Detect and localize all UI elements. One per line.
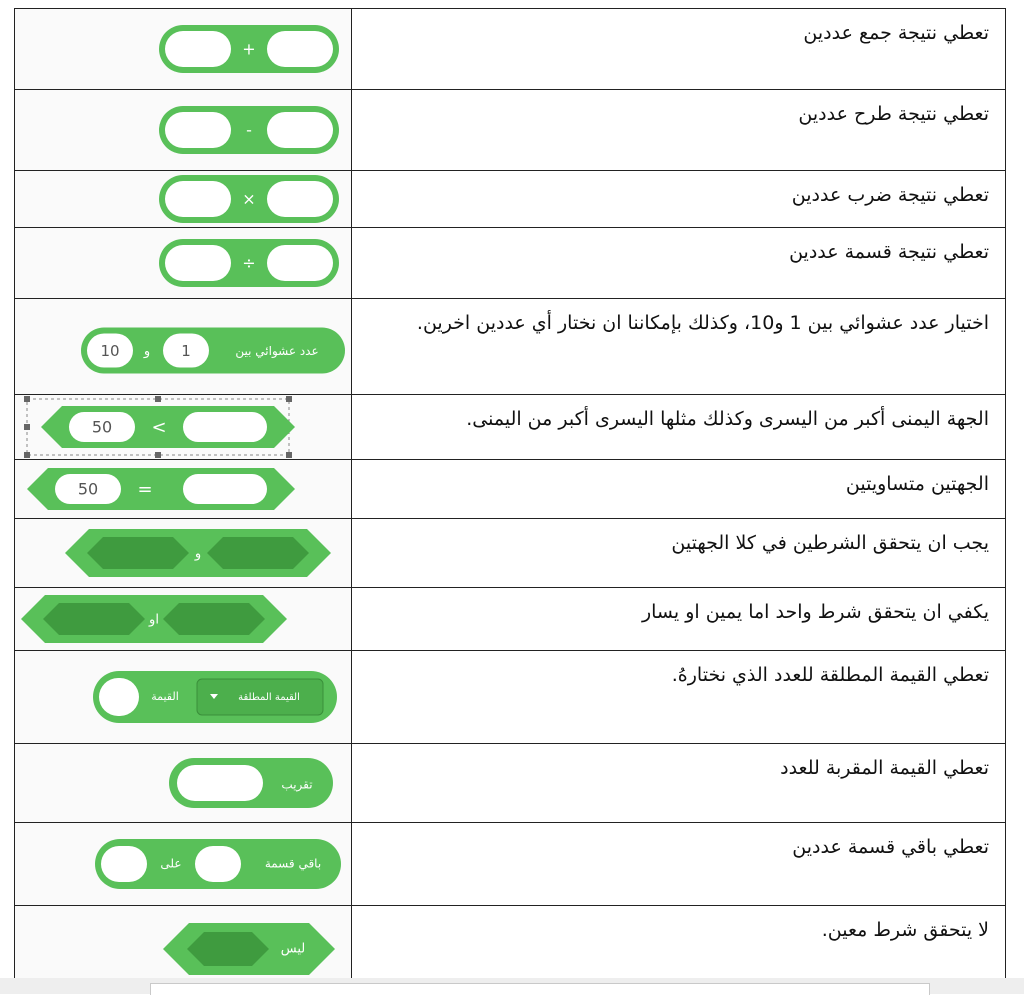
scratch-block-op[interactable] — [15, 228, 351, 298]
number-slot[interactable] — [99, 678, 139, 716]
block-cell — [15, 9, 352, 90]
table-row — [15, 90, 1006, 171]
mod-label: باقي قسمة — [264, 856, 322, 871]
logic-label: و — [194, 546, 202, 562]
dropdown-value: القيمة المطلقة — [238, 692, 300, 703]
table-row — [15, 906, 1006, 985]
table-row — [15, 395, 1006, 460]
number-slot-left[interactable] — [165, 181, 231, 217]
table-row — [15, 651, 1006, 744]
random-label: عدد عشوائي بين — [235, 344, 319, 358]
and-label: و — [143, 344, 151, 359]
bottom-text-field[interactable] — [150, 983, 930, 995]
description-text: تعطي القيمة المقربة للعدد — [780, 757, 989, 779]
description-text: اختيار عدد عشوائي بين 1 و10، وكذلك بإمكاننا ان نختار أي عددين اخرين. — [416, 312, 989, 334]
operator-symbol: ÷ — [242, 253, 256, 273]
table-row — [15, 588, 1006, 651]
number-slot-right[interactable] — [267, 181, 333, 217]
description-cell — [352, 519, 1006, 588]
abs-label: القيمة — [151, 690, 179, 703]
scratch-block-op[interactable] — [15, 90, 351, 170]
description-cell — [352, 906, 1006, 985]
operator-symbol: × — [242, 189, 256, 209]
selection-handle[interactable] — [286, 396, 292, 402]
selection-handle[interactable] — [155, 396, 161, 402]
table-row — [15, 460, 1006, 519]
block-cell — [15, 906, 352, 985]
table-row — [15, 823, 1006, 906]
scratch-block-compare[interactable] — [15, 395, 351, 459]
table-row — [15, 299, 1006, 395]
table-row — [15, 9, 1006, 90]
description-text: الجهة اليمنى أكبر من اليسرى وكذلك مثلها اليسرى أكبر من اليمنى. — [466, 408, 989, 430]
description-cell — [352, 90, 1006, 171]
description-cell — [352, 171, 1006, 228]
number-slot-left[interactable] — [195, 846, 241, 882]
block-cell — [15, 588, 352, 651]
operators-table-page — [14, 8, 1006, 974]
number-slot-right[interactable] — [183, 474, 267, 504]
description-cell — [352, 228, 1006, 299]
compare-operator: < — [151, 417, 167, 438]
number-slot-right[interactable] — [183, 412, 267, 442]
scratch-block-logic[interactable] — [15, 588, 351, 650]
block-cell — [15, 395, 352, 460]
description-cell — [352, 744, 1006, 823]
operator-symbol: + — [242, 39, 256, 59]
description-cell — [352, 299, 1006, 395]
scratch-block-compare[interactable] — [15, 460, 351, 518]
description-text: يكفي ان يتحقق شرط واحد اما يمين او يسار — [641, 601, 989, 623]
table-row — [15, 519, 1006, 588]
block-cell — [15, 228, 352, 299]
number-slot[interactable] — [177, 765, 263, 801]
boolean-slot[interactable] — [187, 932, 269, 966]
compare-value: 50 — [77, 479, 99, 499]
number-slot-left[interactable] — [165, 31, 231, 67]
scratch-block-not[interactable] — [15, 906, 351, 984]
block-cell — [15, 823, 352, 906]
selection-handle[interactable] — [24, 424, 30, 430]
block-cell — [15, 299, 352, 395]
block-cell — [15, 651, 352, 744]
description-text: لا يتحقق شرط معين. — [821, 919, 989, 941]
from-value: 1 — [181, 342, 191, 360]
compare-operator: = — [137, 479, 153, 500]
description-text: تعطي نتيجة جمع عددين — [803, 22, 989, 44]
number-slot-right[interactable] — [267, 245, 333, 281]
scratch-block-round[interactable] — [15, 744, 351, 822]
block-cell — [15, 460, 352, 519]
not-label: ليس — [280, 941, 306, 957]
operators-table — [14, 8, 1006, 985]
block-cell — [15, 744, 352, 823]
block-cell — [15, 90, 352, 171]
boolean-slot-right[interactable] — [207, 537, 309, 569]
operator-symbol: - — [246, 120, 252, 140]
description-text: تعطي نتيجة طرح عددين — [798, 103, 989, 125]
scratch-block-abs[interactable] — [15, 651, 351, 743]
round-label: تقريب — [281, 777, 313, 792]
table-row — [15, 228, 1006, 299]
to-value: 10 — [100, 342, 120, 360]
logic-label: او — [149, 612, 159, 628]
scratch-block-op[interactable] — [15, 171, 351, 227]
description-cell — [352, 588, 1006, 651]
on-label: على — [160, 856, 182, 871]
scratch-block-random[interactable] — [15, 299, 351, 394]
selection-handle[interactable] — [286, 452, 292, 458]
description-text: تعطي نتيجة قسمة عددين — [789, 241, 989, 263]
number-slot-right[interactable] — [267, 31, 333, 67]
selection-handle[interactable] — [24, 396, 30, 402]
table-row — [15, 171, 1006, 228]
compare-value: 50 — [91, 417, 113, 437]
description-cell — [352, 651, 1006, 744]
selection-handle[interactable] — [155, 452, 161, 458]
scratch-block-op[interactable] — [15, 9, 351, 89]
description-text: الجهتين متساويتين — [845, 473, 989, 495]
number-slot-right[interactable] — [267, 112, 333, 148]
block-cell — [15, 519, 352, 588]
description-text: تعطي القيمة المطلقة للعدد الذي نختارهُ. — [671, 664, 989, 686]
number-slot-left[interactable] — [165, 112, 231, 148]
description-text: تعطي نتيجة ضرب عددين — [791, 184, 989, 206]
boolean-slot-left[interactable] — [43, 603, 145, 635]
number-slot-right[interactable] — [101, 846, 147, 882]
table-row — [15, 744, 1006, 823]
description-cell — [352, 823, 1006, 906]
boolean-slot-left[interactable] — [87, 537, 189, 569]
selection-handle[interactable] — [24, 452, 30, 458]
description-cell — [352, 395, 1006, 460]
description-text: يجب ان يتحقق الشرطين في كلا الجهتين — [671, 532, 989, 554]
scratch-block-logic[interactable] — [15, 519, 351, 587]
boolean-slot-right[interactable] — [163, 603, 265, 635]
description-cell — [352, 9, 1006, 90]
number-slot-left[interactable] — [165, 245, 231, 281]
description-cell — [352, 460, 1006, 519]
description-text: تعطي باقي قسمة عددين — [792, 836, 989, 858]
block-cell — [15, 171, 352, 228]
scratch-block-mod[interactable] — [15, 823, 351, 905]
